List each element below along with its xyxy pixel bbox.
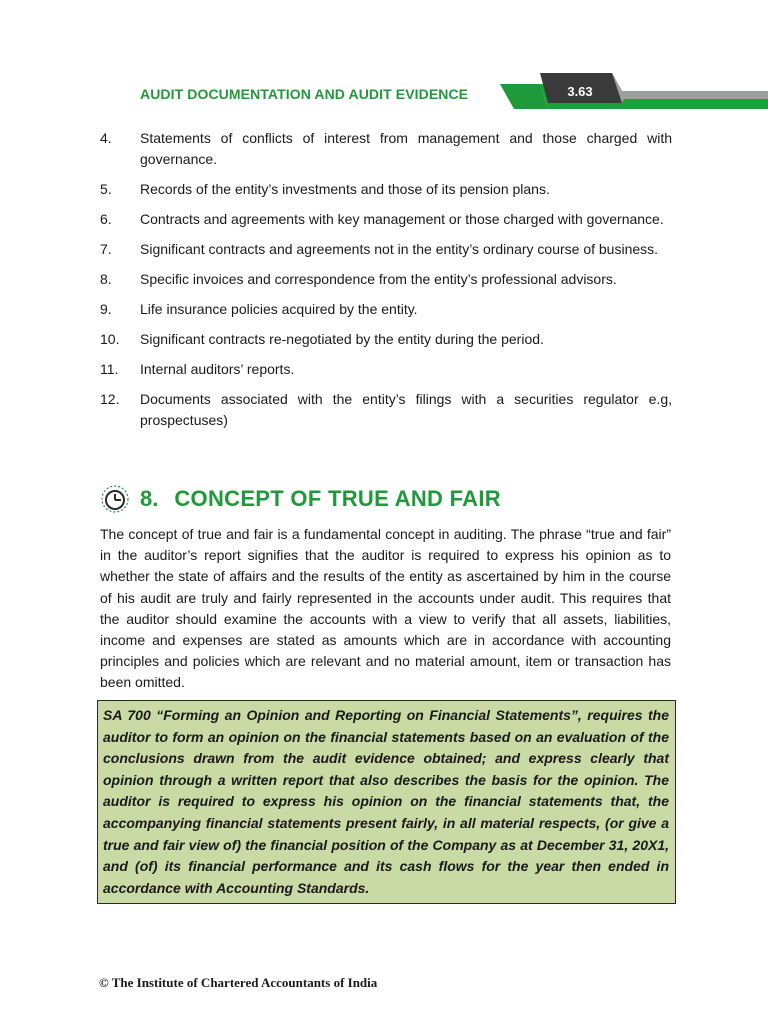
list-item-number: 4. [100, 130, 112, 146]
sa700-callout: SA 700 “Forming an Opinion and Reporting on Financial Statements”, requires the auditor to form an opinion on the financial statements based on an evaluation of the conclusions drawn from the audit evidence obtained; and express clearly that opinion through a written report that also describes the basis for the opinion. The auditor is required to express his opinion on the financial statements that, the accompanying financial statements present fairly, in all material respects, (or give a true and fair view of) the financial position of the Company as at December 31, 20X1, and (of) its financial performance and its cash flows for the year then ended in accordance with Accounting Standards. [97, 700, 676, 904]
list-item-number: 5. [100, 181, 112, 197]
list-item [100, 299, 672, 320]
list-item-text: Specific invoices and correspondence from the entity’s professional advisors. [140, 271, 617, 287]
section-title: CONCEPT OF TRUE AND FAIR [174, 486, 501, 511]
section-number: 8. [140, 486, 159, 511]
footer-copyright: © The Institute of Chartered Accountants of India [99, 975, 378, 990]
list-item-text: Internal auditors’ reports. [140, 361, 295, 377]
list-item-number: 11. [100, 361, 119, 377]
list-item [100, 269, 672, 290]
document-list [100, 128, 672, 440]
list-item-number: 10. [100, 331, 120, 347]
header-title: AUDIT DOCUMENTATION AND AUDIT EVIDENCE [140, 86, 469, 102]
list-item-text: Life insurance policies acquired by the entity. [140, 301, 418, 317]
list-item-text: Records of the entity’s investments and those of its pension plans. [140, 181, 550, 197]
list-item [100, 128, 672, 170]
list-item-number: 7. [100, 241, 112, 257]
list-item-number: 6. [100, 211, 112, 227]
body-paragraph: The concept of true and fair is a fundamental concept in auditing. The phrase “true and fair” in the auditor’s report signifies that the auditor is required to express his opinion as to whether the state of affairs and the results of the entity as ascertained by him in the course of his audit are truly and fairly represented in the accounts under audit. This requires that the auditor should examine the accounts with a view to verify that all assets, liabilities, income and expenses are stated as amounts which are in accordance with accounting principles and policies which are relevant and no material amount, item or transaction has been omitted. [100, 526, 671, 691]
page-number-tab [500, 73, 768, 109]
section-heading [100, 484, 501, 514]
list-item [100, 389, 672, 431]
list-item-text: Statements of conflicts of interest from management and those charged with governance. [140, 130, 672, 167]
list-item [100, 329, 672, 350]
list-item-text: Significant contracts re-negotiated by the entity during the period. [140, 331, 544, 347]
list-item [100, 209, 672, 230]
list-item [100, 239, 672, 260]
page-number: 3.63 [567, 84, 593, 99]
list-item-text: Significant contracts and agreements not in the entity’s ordinary course of business. [140, 241, 659, 257]
list-item [100, 359, 672, 380]
list-item-number: 9. [100, 301, 112, 317]
clock-icon [100, 484, 130, 514]
list-item-number: 12. [100, 391, 120, 407]
list-item [100, 179, 672, 200]
list-item-number: 8. [100, 271, 112, 287]
list-item-text: Contracts and agreements with key management or those charged with governance. [140, 211, 664, 227]
list-item-text: Documents associated with the entity’s filings with a securities regulator e.g, prospectuses) [140, 391, 672, 428]
